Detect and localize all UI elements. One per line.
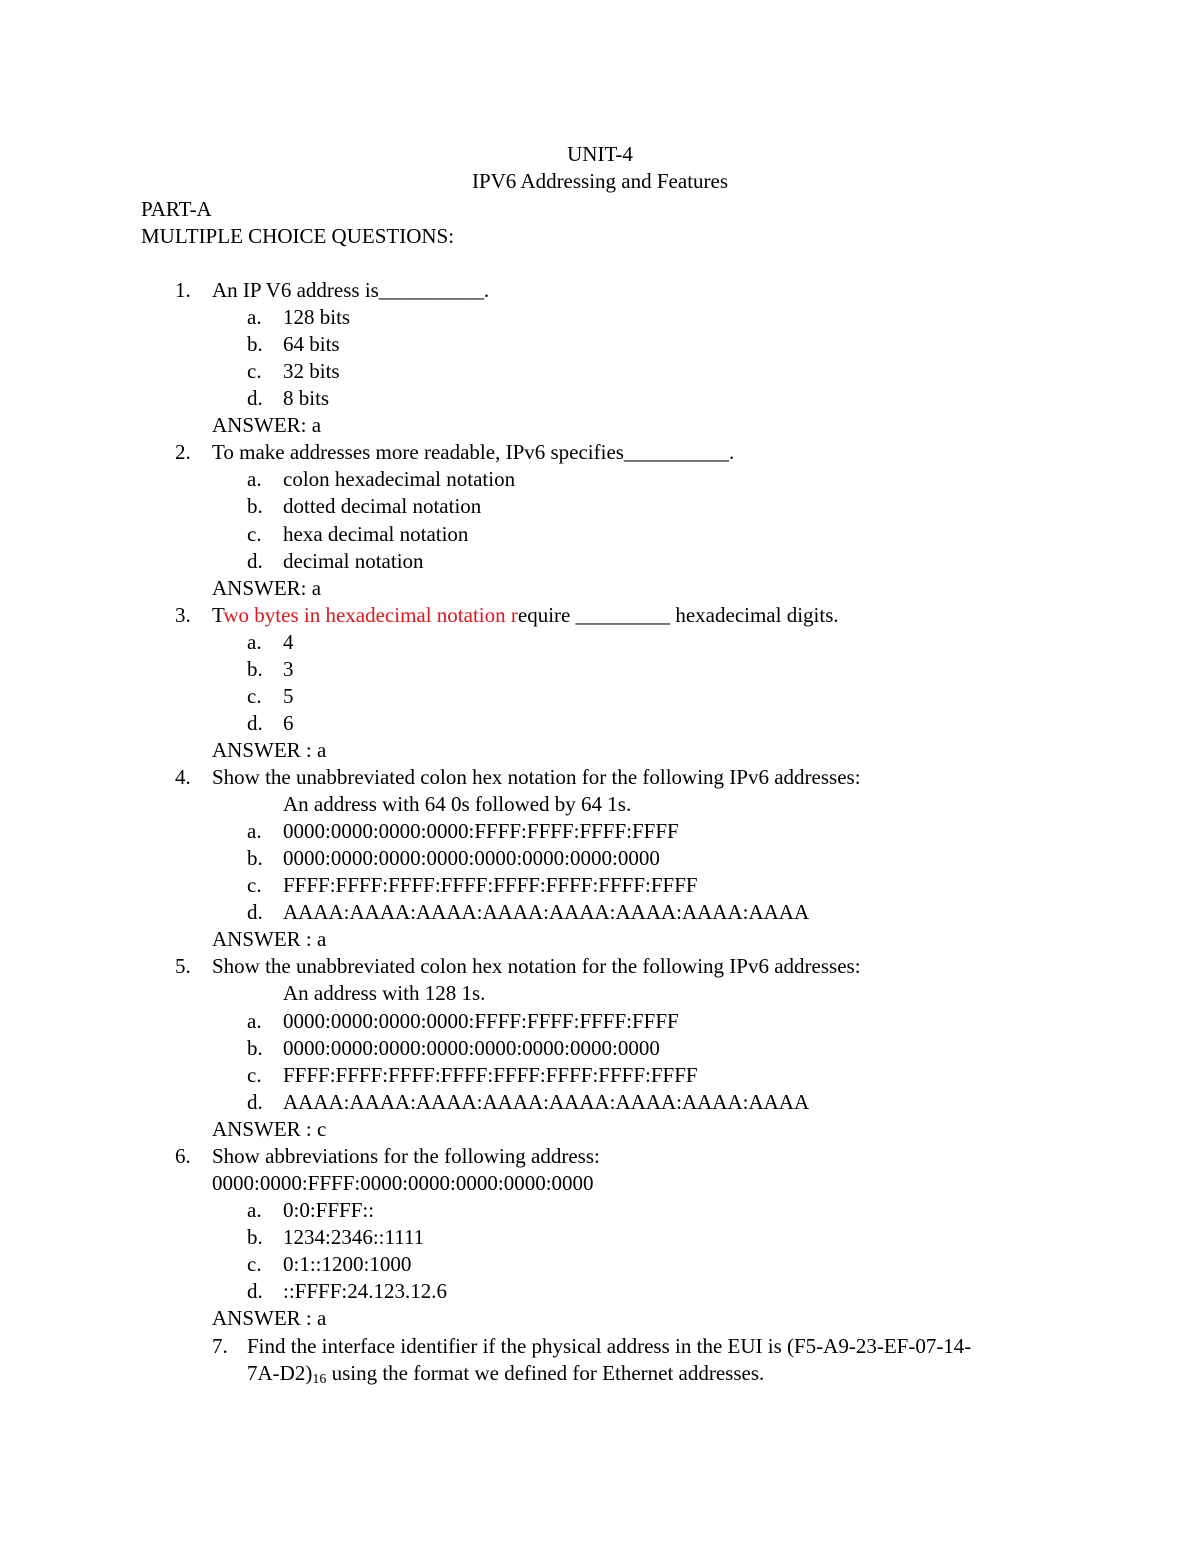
question-subtext: An address with 128 1s. <box>283 981 486 1005</box>
option-letter: d. <box>247 549 263 573</box>
option-text: colon hexadecimal notation <box>283 467 516 491</box>
option-text: 64 bits <box>283 332 340 356</box>
option-text: 0000:0000:0000:0000:FFFF:FFFF:FFFF:FFFF <box>283 1009 679 1033</box>
option-text: ::FFFF:24.123.12.6 <box>283 1279 447 1303</box>
option-letter: b. <box>247 1225 263 1249</box>
option-letter: d. <box>247 1279 263 1303</box>
question-text <box>212 602 839 629</box>
option-text: 0000:0000:0000:0000:FFFF:FFFF:FFFF:FFFF <box>283 819 679 843</box>
option-letter: c. <box>247 359 262 383</box>
question-subtext: 0000:0000:FFFF:0000:0000:0000:0000:0000 <box>212 1171 594 1195</box>
question-text-start: T <box>212 603 224 627</box>
option-letter: b. <box>247 332 263 356</box>
option-text: 3 <box>283 657 294 681</box>
option-letter: b. <box>247 494 263 518</box>
option-letter: d. <box>247 386 263 410</box>
answer-line: ANSWER : a <box>212 927 327 951</box>
option-letter: d. <box>247 711 263 735</box>
option-letter: b. <box>247 846 263 870</box>
option-text: AAAA:AAAA:AAAA:AAAA:AAAA:AAAA:AAAA:AAAA <box>283 1090 810 1114</box>
page-title: IPV6 Addressing and Features <box>471 169 729 193</box>
unit-heading: UNIT-4 <box>567 142 633 166</box>
question-number: 4. <box>175 765 191 789</box>
question-text: Show the unabbreviated colon hex notation for the following IPv6 addresses: <box>212 954 861 978</box>
option-letter: d. <box>247 1090 263 1114</box>
option-text: 32 bits <box>283 359 340 383</box>
question-subtext: An address with 64 0s followed by 64 1s. <box>283 792 632 816</box>
option-text: 0:0:FFFF:: <box>283 1198 375 1222</box>
option-letter: c. <box>247 1252 262 1276</box>
option-letter: a. <box>247 1198 262 1222</box>
option-letter: a. <box>247 630 262 654</box>
option-letter: c. <box>247 873 262 897</box>
option-text: 0000:0000:0000:0000:0000:0000:0000:0000 <box>283 846 660 870</box>
question-text-end: using the format we defined for Ethernet addresses. <box>326 1361 765 1385</box>
option-letter: c. <box>247 1063 262 1087</box>
option-text: dotted decimal notation <box>283 494 482 518</box>
option-text: FFFF:FFFF:FFFF:FFFF:FFFF:FFFF:FFFF:FFFF <box>283 873 698 897</box>
question-number: 6. <box>175 1144 191 1168</box>
question-number: 5. <box>175 954 191 978</box>
option-text: 5 <box>283 684 294 708</box>
option-text: 4 <box>283 630 294 654</box>
question-text: To make addresses more readable, IPv6 specifies__________. <box>212 440 735 464</box>
answer-line: ANSWER : c <box>212 1117 327 1141</box>
option-letter: c. <box>247 684 262 708</box>
option-text: 128 bits <box>283 305 351 329</box>
option-text: 0000:0000:0000:0000:0000:0000:0000:0000 <box>283 1036 660 1060</box>
option-text: 1234:2346::1111 <box>283 1225 425 1249</box>
option-text: 8 bits <box>283 386 330 410</box>
option-text: AAAA:AAAA:AAAA:AAAA:AAAA:AAAA:AAAA:AAAA <box>283 900 810 924</box>
question-text: Show abbreviations for the following address: <box>212 1144 600 1168</box>
question-number: 2. <box>175 440 191 464</box>
option-text: 0:1::1200:1000 <box>283 1252 412 1276</box>
question-number: 3. <box>175 603 191 627</box>
option-letter: a. <box>247 467 262 491</box>
question-text: Find the interface identifier if the physical address in the EUI is (F5-A9-23-EF-07-14- <box>247 1334 972 1358</box>
option-text: decimal notation <box>283 549 424 573</box>
highlighted-text: wo bytes in hexadecimal notation r <box>223 603 518 627</box>
option-letter: c. <box>247 522 262 546</box>
answer-line: ANSWER: a <box>212 413 322 437</box>
option-letter: a. <box>247 819 262 843</box>
answer-line: ANSWER : a <box>212 1306 327 1330</box>
option-letter: b. <box>247 1036 263 1060</box>
option-text: hexa decimal notation <box>283 522 469 546</box>
question-text: An IP V6 address is__________. <box>212 278 490 302</box>
section-heading: MULTIPLE CHOICE QUESTIONS: <box>141 224 455 248</box>
question-text-end: equire _________ hexadecimal digits. <box>517 603 839 627</box>
address-text: 7A-D2) <box>247 1361 313 1385</box>
answer-line: ANSWER: a <box>212 576 322 600</box>
option-letter: a. <box>247 1009 262 1033</box>
option-letter: a. <box>247 305 262 329</box>
part-label: PART-A <box>141 197 212 221</box>
question-number: 7. <box>212 1334 228 1358</box>
option-text: 6 <box>283 711 294 735</box>
question-number: 1. <box>175 278 191 302</box>
question-text-continued <box>247 1360 764 1387</box>
option-letter: b. <box>247 657 263 681</box>
answer-line: ANSWER : a <box>212 738 327 762</box>
option-text: FFFF:FFFF:FFFF:FFFF:FFFF:FFFF:FFFF:FFFF <box>283 1063 698 1087</box>
question-text: Show the unabbreviated colon hex notation for the following IPv6 addresses: <box>212 765 861 789</box>
option-letter: d. <box>247 900 263 924</box>
base-subscript: 16 <box>312 1372 327 1387</box>
